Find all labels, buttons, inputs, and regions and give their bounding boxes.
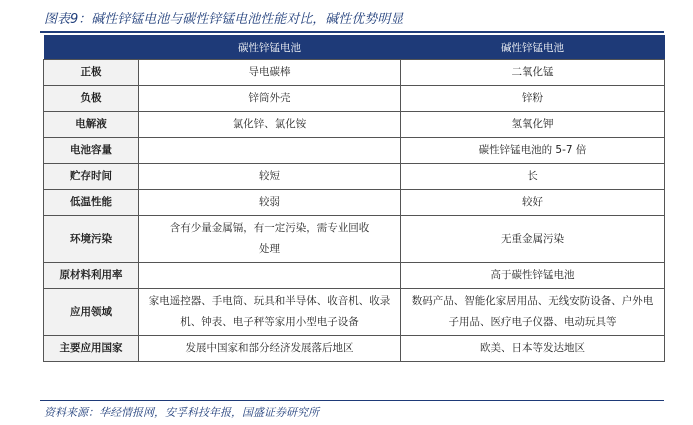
carbon-cell: 含有少量金属镉，有一定污染，需专业回收处理 — [139, 216, 401, 263]
table-row — [44, 263, 665, 289]
carbon-cell — [139, 263, 401, 289]
alkaline-cell: 较好 — [401, 190, 665, 216]
row-label: 电池容量 — [44, 138, 139, 164]
table-row — [44, 336, 665, 362]
alkaline-cell: 氢氧化钾 — [401, 112, 665, 138]
figure-title: 图表9：碱性锌锰电池与碳性锌锰电池性能对比，碱性优势明显 — [44, 12, 404, 27]
bottom-rule — [40, 400, 664, 401]
alkaline-cell: 欧美、日本等发达地区 — [401, 336, 665, 362]
table-row — [44, 112, 665, 138]
table-row — [44, 289, 665, 336]
table-row — [44, 164, 665, 190]
alkaline-cell: 高于碳性锌锰电池 — [401, 263, 665, 289]
carbon-cell: 家电遥控器、手电筒、玩具和半导体、收音机、收录机、钟表、电子秤等家用小型电子设备 — [139, 289, 401, 336]
row-label: 低温性能 — [44, 190, 139, 216]
table-row — [44, 60, 665, 86]
comparison-table — [43, 35, 665, 362]
source-note: 资料来源：华经情报网，安孚科技年报，国盛证券研究所 — [44, 406, 319, 419]
alkaline-cell: 长 — [401, 164, 665, 190]
row-label: 原材料利用率 — [44, 263, 139, 289]
alkaline-cell: 碳性锌锰电池的 5-7 倍 — [401, 138, 665, 164]
alkaline-cell: 数码产品、智能化家居用品、无线安防设备、户外电子用品、医疗电子仪器、电动玩具等 — [401, 289, 665, 336]
header-alkaline-battery: 碱性锌锰电池 — [401, 35, 665, 60]
alkaline-cell: 锌粉 — [401, 86, 665, 112]
table-row — [44, 86, 665, 112]
title-rule — [40, 31, 664, 33]
table-row — [44, 190, 665, 216]
table-header-row — [44, 35, 665, 60]
header-cell-empty — [44, 35, 139, 60]
carbon-cell: 较弱 — [139, 190, 401, 216]
row-label: 主要应用国家 — [44, 336, 139, 362]
row-label: 负极 — [44, 86, 139, 112]
alkaline-cell: 二氧化锰 — [401, 60, 665, 86]
table-row — [44, 138, 665, 164]
table-row — [44, 216, 665, 263]
row-label: 环境污染 — [44, 216, 139, 263]
carbon-cell: 发展中国家和部分经济发展落后地区 — [139, 336, 401, 362]
alkaline-cell: 无重金属污染 — [401, 216, 665, 263]
row-label: 贮存时间 — [44, 164, 139, 190]
carbon-cell: 氯化锌、氯化铵 — [139, 112, 401, 138]
row-label: 应用领域 — [44, 289, 139, 336]
row-label: 电解液 — [44, 112, 139, 138]
carbon-cell: 较短 — [139, 164, 401, 190]
carbon-cell: 锌筒外壳 — [139, 86, 401, 112]
carbon-cell — [139, 138, 401, 164]
header-carbon-battery: 碳性锌锰电池 — [139, 35, 401, 60]
carbon-cell: 导电碳棒 — [139, 60, 401, 86]
row-label: 正极 — [44, 60, 139, 86]
